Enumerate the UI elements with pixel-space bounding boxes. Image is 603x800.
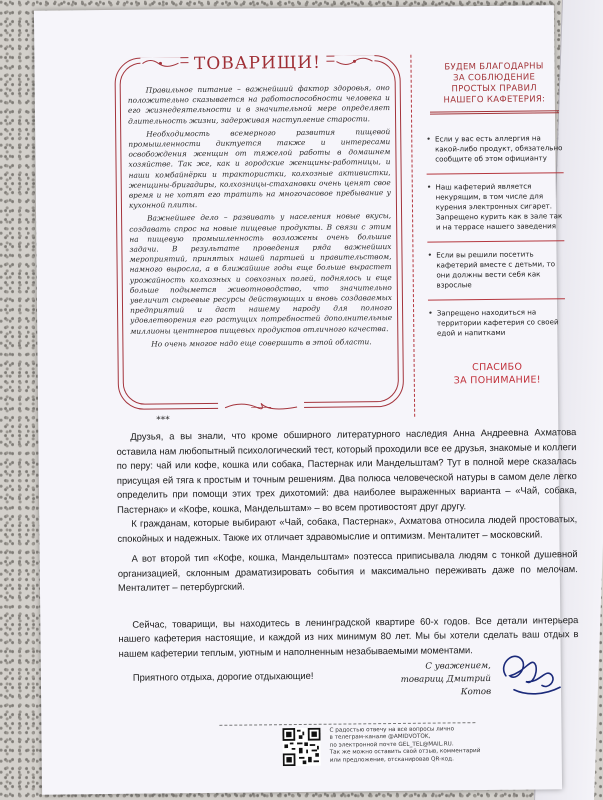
left-flourish-icon: [140, 57, 180, 72]
rule-item: • Наш кафетерий является некурящим, в том числе для курения электронных сигарет. Запрещено курить как в зале так и на террасе нашего заведения: [427, 173, 565, 242]
signature-greeting: С уважением,: [425, 660, 491, 672]
article-paragraph: Сейчас, товарищи, вы находитесь в ленинградской квартире 60-х годов. Все детали интерьера нашего кафетерия настоящие, и каждой из них минимум 80 лет. Мы бы хотели сделать ваш отдых в нашем кафетерии теплым, уютным и наполненным незабываемыми моментами.: [118, 613, 579, 659]
announcement-paragraph: Необходимость всемерного развития пищевой промышленности диктуется также и интересами освобождения женщин от тяжелой работы в домашнем хозяйстве. Так же, как и городские женщины-работницы, и наши комбайнёрки и трактористки, колхозные активистки, женщины-бригадиры, колхозницы-стахановки очень ценят свое время и не хотят его тратить на многочасовое пребывание у кухонной плиты.: [128, 126, 391, 210]
contact-info: С радостью отвечу на все вопросы лично в телеграм-канале @AMIDVOTOK, по электронной почте GEL_TEL@MAIL.RU. Так же можно оставить свой отзыв, комментарий или предложение, отсканировав QR-код.: [329, 726, 509, 765]
announcement-closing: Но очень многое надо еще совершить в этой области.: [151, 337, 372, 349]
right-flourish-icon: [335, 55, 375, 70]
bullet-icon: •: [427, 250, 433, 260]
rule-item: • Запрещено находиться на территории кафетерия со своей едой и напитками: [428, 307, 559, 338]
rule-item: • Если вы решили посетить кафетерий вместе с детьми, то они должны вести себя как взрослые: [427, 241, 565, 300]
signature-name: товарищ Дмитрий Котов: [400, 673, 492, 698]
autograph-icon: [496, 645, 567, 704]
thanks-message: СПАСИБО ЗА ПОНИМАНИЕ!: [453, 361, 541, 387]
bullet-icon: •: [428, 308, 433, 318]
announcement-paragraph: Важнейшее дело – развивать у населения новые вкусы, создавать спрос на новые пищевые продукты. В связи с этим на пищевую промышленность возложены очень большие задачи. В результате проведения ряда важнейших мероприятий, принятых нашей партией и правительством, намного выросла, а в ближайшие годы еще больше вырастет урожайность колхозных и совхозных полей, поднялось и еще больше подымется животноводство, что значительно увеличит сырьевые ресурсы действующих и вновь создаваемых предприятий и даст нашему народу для полного удовлетворения его растущих потребностей дополнительные миллионы центнеров пищевых продуктов отличного качества.: [129, 211, 393, 336]
telegram-link[interactable]: в телеграм-канале @AMIDVOTOK,: [329, 734, 431, 742]
announcement-paragraph: Правильное питание – важнейший фактор здоровья, оно положительно сказывается на работоспособности человека и его жизнедеятельности и в значительной мере определяет длительность жизни, задерживая наступление старости.: [127, 83, 390, 126]
announcement-text: [128, 83, 393, 353]
rule-item: • Если у вас есть аллергия на какой-либо продукт, обязательно сообщите об этом официанту: [426, 125, 563, 174]
article-closing: Приятного отдыха, дорогие отдыхающие!: [132, 669, 314, 683]
rules-list: [426, 125, 565, 347]
menu-page: [34, 5, 579, 794]
bullet-icon: •: [426, 182, 432, 192]
rules-column: [410, 53, 566, 417]
signature-block: [381, 660, 491, 700]
bottom-flourish-icon: [218, 400, 304, 415]
bullet-icon: •: [426, 134, 432, 144]
title-divider: [430, 110, 559, 114]
announcement-header: [132, 47, 382, 80]
footer-divider: [219, 722, 475, 726]
email-link[interactable]: по электронной почте GEL_TEL@MAIL.RU.: [329, 741, 454, 749]
rules-title: БУДЕМ БЛАГОДАРНЫ ЗА СОБЛЮДЕНИЕ ПРОСТЫХ ПРАВИЛ НАШЕГО КАФЕТЕРИЯ:: [443, 61, 546, 106]
article-paragraph: Друзья, а вы знали, что кроме обширного литературного наследия Анна Андреевна Ахматова оставила нам любопытный психологический тест, который проходили все ее друзья, знакомые и коллеги по перу: чай или кофе, кошка или собака, Пастернак или Мандельштам? Тут в полной мере сказалась присущая ей тяга к простым и точным решениям. Два полюса человеческой натуры в самом деле легко определить при помощи этих трех дихотомий: два наиболее выраженных варианта – «Чай, собака, Пастернак» и «Кофе, кошка, Мандельштам» – во всем противостоят друг другу.: [116, 426, 578, 515]
qr-code[interactable]: [282, 728, 320, 766]
section-stars: ***: [156, 415, 170, 426]
article-paragraph: А вот второй тип «Кофе, кошка, Мандельштам» поэтесса приписывала людям с тонкой душевной организацией, склонным драматизировать события и максимально переживать даже по мелочам. Менталитет – петербургский.: [117, 548, 578, 593]
announcement-title: ТОВАРИЩИ!: [188, 53, 327, 74]
article-paragraph: К гражданам, которые выбирают «Чай, собака, Пастернак», Ахматова относила людей простоватых, спокойных и надежных. Также их отличает здравомыслие и оптимизм. Менталитет – московский.: [117, 513, 578, 544]
